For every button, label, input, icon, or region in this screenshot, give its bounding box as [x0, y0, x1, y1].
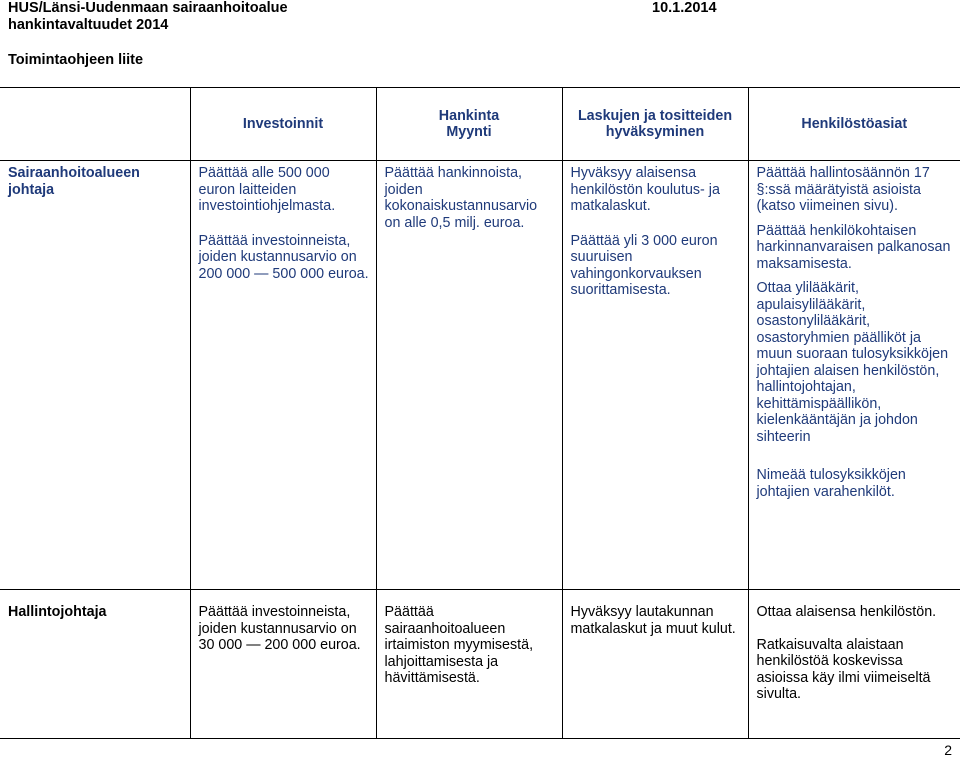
header-cell-hankinta — [376, 88, 562, 161]
header-cell-henkilostoasiat: Henkilöstöasiat — [748, 88, 960, 161]
cell-paragraph: Päättää yli 3 000 euron suuruisen vahingonkorvauksen suorittamisesta. — [570, 232, 718, 298]
row-label: Hallintojohtaja — [0, 590, 190, 739]
row-label: Sairaanhoitoalueen johtaja — [0, 161, 190, 590]
cell-paragraph: Hyväksyy alaisensa henkilöstön koulutus- ja matkalaskut. — [570, 165, 720, 214]
cell-investoinnit — [190, 161, 376, 590]
cell-paragraph: Päättää investoinneista, joiden kustannusarvio on 30 000 — 200 000 euroa. — [198, 604, 361, 653]
page-number: 2 — [944, 742, 952, 758]
cell-paragraph: Päättää investoinneista, joiden kustannusarvio on 200 000 — 500 000 euroa. — [198, 232, 369, 282]
cell-paragraph: Päättää hankinnoista, joiden kokonaiskustannusarvio on alle 0,5 milj. euroa. — [384, 165, 538, 231]
table-row — [0, 590, 960, 739]
cell-paragraph: Ratkaisuvalta alaistaan henkilöstöä koskevissa asioissa käy ilmi viimeiseltä sivulta. — [756, 636, 931, 702]
cell-paragraph: Päättää alle 500 000 euron laitteiden investointiohjelmasta. — [198, 165, 336, 214]
cell-paragraph: Ottaa alaisensa henkilöstön. — [756, 604, 937, 620]
header-subtitle: Toimintaohjeen liite — [8, 52, 144, 68]
header-hankinta-line2: Myynti — [446, 124, 492, 140]
header-document-title: hankintavaltuudet 2014 — [8, 17, 169, 33]
table-header-row — [0, 88, 960, 161]
cell-paragraph: Päättää hallintosäännön 17 §:ssä määrätyistä asioista (katso viimeinen sivu). — [756, 165, 930, 214]
header-cell-laskut: Laskujen ja tositteiden hyväksyminen — [562, 88, 748, 161]
authority-table — [0, 87, 960, 739]
cell-henkilosto — [748, 161, 960, 590]
header-cell-investoinnit: Investoinnit — [190, 88, 376, 161]
cell-paragraph: Päättää sairaanhoitoalueen irtaimiston myymisestä, lahjoittamisesta ja hävittämisestä. — [384, 604, 534, 686]
header-hankinta-line1: Hankinta — [438, 107, 500, 124]
cell-laskut — [562, 161, 748, 590]
table-row — [0, 161, 960, 590]
cell-laskut — [562, 590, 748, 739]
header-date: 10.1.2014 — [652, 0, 717, 16]
header-organization: HUS/Länsi-Uudenmaan sairaanhoitoalue — [8, 0, 288, 16]
cell-investoinnit — [190, 590, 376, 739]
cell-paragraph: Ottaa ylilääkärit, apulaisylilääkärit, osastonylilääkärit, osastoryhmien päälliköt ja muun suoraan tulosyksikköjen johtajien alaisen henkilöstön, hallintojohtajan, kehittämispäällikön, kielenkääntäjän ja johdon sihteerin — [756, 280, 949, 445]
header-cell-empty — [0, 88, 190, 161]
cell-hankinta — [376, 590, 562, 739]
cell-paragraph: Hyväksyy lautakunnan matkalaskut ja muut kulut. — [570, 604, 736, 637]
cell-hankinta — [376, 161, 562, 590]
cell-henkilosto — [748, 590, 960, 739]
cell-paragraph: Nimeää tulosyksikköjen johtajien varahenkilöt. — [756, 467, 906, 500]
cell-paragraph: Päättää henkilökohtaisen harkinnanvaraisen palkanosan maksamisesta. — [756, 222, 951, 272]
